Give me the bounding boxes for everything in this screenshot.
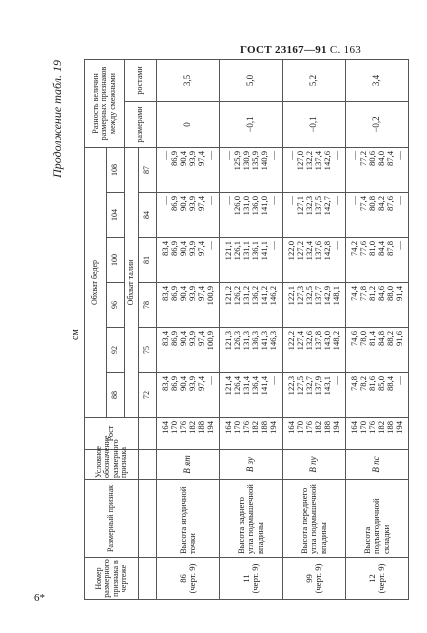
value-cell: 74,4 77,8 81,2 84,6 88,0 91,4	[346, 283, 409, 328]
value-cell: — 127,0 132,2 137,4 142,6 —	[283, 148, 346, 193]
number-cell: 11 (черт. 9)	[220, 558, 283, 600]
height-cell: 164 170 176 182 188 194	[220, 418, 283, 450]
col-number-header: Номер размерного признака в чертеже	[85, 558, 139, 600]
table-row	[220, 60, 283, 600]
waist-header: 72	[139, 373, 157, 418]
value-cell: 121,2 126,2 131,2 136,2 141,2 146,2	[220, 283, 283, 328]
table-row	[157, 60, 220, 600]
attribute-cell: Высота заднего угла подмышечной впадины	[220, 480, 283, 558]
diff-size-cell: −0,2	[346, 102, 409, 148]
value-cell: 83,4 86,9 90,4 93,9 97,4 100,9	[157, 283, 220, 328]
symbol-cell: В ят	[157, 450, 220, 480]
diff-size-cell: 0	[157, 102, 220, 148]
symbol-blank	[139, 450, 157, 480]
waist-header: 75	[139, 328, 157, 373]
value-cell: 121,1 126,1 131,1 136,1 141,1 —	[220, 238, 283, 283]
value-cell: 121,4 126,4 131,4 136,4 141,4 —	[220, 373, 283, 418]
rotated-table-area	[50, 60, 405, 600]
symbol-cell: В пс	[346, 450, 409, 480]
attribute-cell: Высота подъягодичной складки	[346, 480, 409, 558]
attribute-cell: Высота ягодичной точки	[157, 480, 220, 558]
diff-size-cell: −0,1	[220, 102, 283, 148]
diff-height-cell: 5,2	[283, 60, 346, 102]
hips-header: 88	[107, 373, 125, 418]
value-cell: 74,2 77,6 81,0 84,4 87,8 —	[346, 238, 409, 283]
standard-code: ГОСТ 23167—91	[240, 44, 327, 56]
number-cell: 86 (черт. 9)	[157, 558, 220, 600]
hips-header: 104	[107, 193, 125, 238]
attribute-blank	[139, 480, 157, 558]
number-blank	[139, 558, 157, 600]
table-unit: см	[70, 329, 81, 340]
value-cell: 121,3 126,3 131,3 136,3 141,3 146,3	[220, 328, 283, 373]
diff-height-cell: 3,4	[346, 60, 409, 102]
value-cell: — 125,9 130,9 135,9 140,9 —	[220, 148, 283, 193]
height-cell: 164 170 176 182 188 194	[157, 418, 220, 450]
value-cell: — 77,2 80,6 84,0 87,4 —	[346, 148, 409, 193]
value-cell: — 127,1 132,3 137,5 142,7 —	[283, 193, 346, 238]
hips-group-header: Обхват бедер	[85, 148, 107, 418]
hips-header: 100	[107, 238, 125, 283]
height-cell: 164 170 176 182 188 194	[283, 418, 346, 450]
value-cell: 74,6 78,0 81,4 84,8 88,2 91,6	[346, 328, 409, 373]
value-cell: 122,0 127,2 132,4 137,6 142,8 —	[283, 238, 346, 283]
page-reference: С. 163	[329, 44, 362, 56]
value-cell: 83,4 86,9 90,4 93,9 97,4 100,9	[157, 328, 220, 373]
table-row	[283, 60, 346, 600]
waist-header: 81	[139, 238, 157, 283]
symbol-cell: В пу	[283, 450, 346, 480]
diff-height-cell: 5,0	[220, 60, 283, 102]
value-cell: 122,3 127,5 132,7 137,9 143,1 —	[283, 373, 346, 418]
hips-header: 92	[107, 328, 125, 373]
col-symbol-header: Условное обозначение размерного признака	[85, 450, 139, 480]
page-header	[240, 44, 420, 56]
number-cell: 99 (черт. 9)	[283, 558, 346, 600]
value-cell: — 126,0 131,0 136,0 141,0 —	[220, 193, 283, 238]
number-cell: 12 (черт. 9)	[346, 558, 409, 600]
col-height-header: Рост	[85, 418, 139, 450]
table-row	[346, 60, 409, 600]
height-blank	[139, 418, 157, 450]
size-table	[84, 59, 409, 600]
value-cell: — 77,4 80,8 84,2 87,6 —	[346, 193, 409, 238]
waist-header: 87	[139, 148, 157, 193]
value-cell: 74,8 78,2 81,6 85,0 88,4 —	[346, 373, 409, 418]
diff-sizes-header: размерами	[125, 102, 157, 148]
page-mark: 6*	[34, 592, 45, 604]
hips-header: 108	[107, 148, 125, 193]
value-cell: 122,1 127,3 132,5 137,7 142,9 148,1	[283, 283, 346, 328]
symbol-cell: В зу	[220, 450, 283, 480]
diff-heights-header: ростами	[125, 60, 157, 102]
table-caption: Продолжение табл. 19	[50, 60, 64, 178]
value-cell: 83,4 86,9 90,4 93,9 97,4 —	[157, 238, 220, 283]
diff-size-cell: −0,1	[283, 102, 346, 148]
waist-header: 78	[139, 283, 157, 328]
value-cell: — 86,9 90,4 93,9 97,4 —	[157, 148, 220, 193]
waist-group-header: Обхват талии	[125, 148, 139, 418]
value-cell: — 86,9 90,4 93,9 97,4 —	[157, 193, 220, 238]
hips-header: 96	[107, 283, 125, 328]
col-attribute-header: Размерный признак	[85, 480, 139, 558]
diff-height-cell: 3,5	[157, 60, 220, 102]
height-cell: 164 170 176 182 188 194	[346, 418, 409, 450]
value-cell: 122,2 127,4 132,6 137,8 143,0 148,2	[283, 328, 346, 373]
attribute-cell: Высота переднего угла подмышечной впадины	[283, 480, 346, 558]
value-cell: 83,4 86,9 90,4 93,9 97,4 —	[157, 373, 220, 418]
diff-group-header: Разность величин размерных признаков между смежными	[85, 60, 125, 148]
waist-header: 84	[139, 193, 157, 238]
